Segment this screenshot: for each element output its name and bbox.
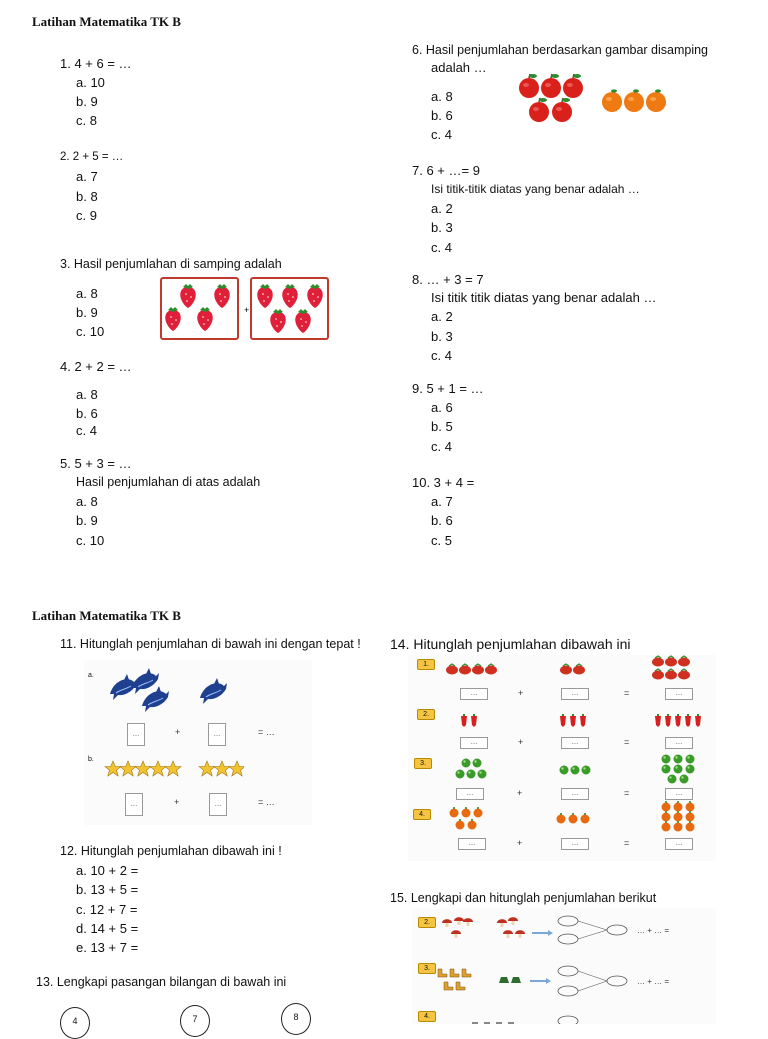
q5-option-a: a. 8	[76, 494, 98, 509]
q7-option-a: a. 2	[431, 201, 453, 216]
q15-row-4-label: 4.	[418, 1011, 436, 1022]
q6-option-a: a. 8	[431, 89, 453, 104]
q14-row-4-box-2[interactable]: …	[561, 838, 589, 850]
q11b-result: = …	[258, 797, 275, 807]
stars-image	[104, 758, 244, 780]
q14-row-2-plus: +	[518, 737, 524, 747]
q13-circle-2: 7	[180, 1005, 210, 1037]
q15-pictures	[412, 908, 716, 1024]
q14-row-1-box-3[interactable]: …	[665, 688, 693, 700]
q4-stem: 4. 2 + 2 = …	[60, 359, 132, 374]
q14-row-2-eq: =	[624, 737, 630, 747]
q9-option-c: c. 4	[431, 439, 452, 454]
q12-stem: 12. Hitunglah penjumlahan dibawah ini !	[60, 844, 282, 858]
q1-stem: 1. 4 + 6 = …	[60, 56, 132, 71]
q14-row-3-eq: =	[624, 788, 630, 798]
q14-row-1-eq: =	[624, 688, 630, 698]
page1-title: Latihan Matematika TK B	[32, 14, 181, 29]
q8-option-a: a. 2	[431, 309, 453, 324]
q11-stem: 11. Hitunglah penjumlahan di bawah ini dengan tepat !	[60, 637, 361, 651]
q3-option-c: c. 10	[76, 324, 105, 339]
q7-option-c: c. 4	[431, 240, 452, 255]
q1-option-c: c. 8	[76, 113, 97, 128]
q14-row-1-label: 1.	[417, 659, 435, 670]
q12-item-e: e. 13 + 7 =	[76, 940, 139, 955]
q9-option-a: a. 6	[431, 400, 453, 415]
q1-option-a: a. 10	[76, 75, 105, 90]
q14-row-3-box-2[interactable]: …	[561, 788, 589, 800]
q8-option-b: b. 3	[431, 329, 453, 344]
q11b-plus: +	[174, 797, 180, 807]
q14-row-1-box-1[interactable]: …	[460, 688, 488, 700]
q4-option-a: a. 8	[76, 387, 98, 402]
q14-row-2-box-1[interactable]: …	[460, 737, 488, 749]
q6-stem-cont: adalah …	[431, 60, 487, 75]
q4-option-b: b. 6	[76, 406, 98, 421]
q14-row-4-box-3[interactable]: …	[665, 838, 693, 850]
q6-option-b: b. 6	[431, 108, 453, 123]
q2-option-c: c. 9	[76, 208, 97, 223]
q9-option-b: b. 5	[431, 419, 453, 434]
page2-title: Latihan Matematika TK B	[32, 608, 181, 623]
q14-row-3-box-3[interactable]: …	[665, 788, 693, 800]
q11a-answer-box-2[interactable]: …	[208, 723, 226, 746]
q7-sub: Isi titik-titik diatas yang benar adalah …	[431, 182, 640, 196]
q9-stem: 9. 5 + 1 = …	[412, 381, 484, 396]
q10-stem: 10. 3 + 4 =	[412, 475, 475, 490]
q15-row-2-label: 2.	[418, 917, 436, 928]
q11-label-a: a.	[88, 672, 94, 679]
q14-row-3-box-1[interactable]: …	[456, 788, 484, 800]
q14-stem: 14. Hitunglah penjumlahan dibawah ini	[390, 636, 631, 652]
q12-item-a: a. 10 + 2 =	[76, 863, 139, 878]
q1-option-b: b. 9	[76, 94, 98, 109]
q12-item-c: c. 12 + 7 =	[76, 902, 138, 917]
q5-option-b: b. 9	[76, 513, 98, 528]
q15-row-2-tail: … + … =	[637, 926, 670, 935]
q13-stem: 13. Lengkapi pasangan bilangan di bawah ini	[36, 975, 287, 989]
q11a-plus: +	[175, 727, 181, 737]
q14-row-4-label: 4.	[413, 809, 431, 820]
q11b-answer-box-1[interactable]: …	[125, 793, 143, 816]
q14-row-1-box-2[interactable]: …	[561, 688, 589, 700]
q4-option-c: c. 4	[76, 423, 97, 438]
q12-item-d: d. 14 + 5 =	[76, 921, 139, 936]
q14-row-4-plus: +	[517, 838, 523, 848]
q14-row-2-box-3[interactable]: …	[665, 737, 693, 749]
q14-fruit-pictures	[408, 655, 716, 861]
q12-item-b: b. 13 + 5 =	[76, 882, 139, 897]
q2-stem: 2. 2 + 5 = …	[60, 151, 124, 163]
q15-stem: 15. Lengkapi dan hitunglah penjumlahan berikut	[390, 891, 657, 905]
q11a-result: = …	[258, 727, 275, 737]
q8-stem: 8. … + 3 = 7	[412, 272, 484, 287]
q14-row-4-eq: =	[624, 838, 630, 848]
dolphins-image	[104, 666, 229, 718]
q5-option-c: c. 10	[76, 533, 105, 548]
q8-sub: Isi titik titik diatas yang benar adalah …	[431, 290, 657, 305]
q10-option-b: b. 6	[431, 513, 453, 528]
svg-text:+: +	[244, 305, 250, 315]
q5-stem: 5. 5 + 3 = …	[60, 456, 132, 471]
q8-option-c: c. 4	[431, 348, 452, 363]
q11-label-b: b.	[88, 756, 94, 763]
q2-option-a: a. 7	[76, 169, 98, 184]
q13-circle-1: 4	[60, 1007, 90, 1039]
q14-row-2-label: 2.	[417, 709, 435, 720]
apples-oranges-image	[515, 70, 675, 130]
q2-option-b: b. 8	[76, 189, 98, 204]
q13-circle-3: 8	[281, 1003, 311, 1035]
q11a-answer-box-1[interactable]: …	[127, 723, 145, 746]
q3-option-b: b. 9	[76, 305, 98, 320]
q10-option-c: c. 5	[431, 533, 452, 548]
q14-row-2-box-2[interactable]: …	[561, 737, 589, 749]
q3-option-a: a. 8	[76, 286, 98, 301]
q11b-answer-box-2[interactable]: …	[209, 793, 227, 816]
q7-option-b: b. 3	[431, 220, 453, 235]
q6-stem: 6. Hasil penjumlahan berdasarkan gambar disamping	[412, 43, 709, 57]
q5-sub: Hasil penjumlahan di atas adalah	[76, 475, 261, 489]
q3-stem: 3. Hasil penjumlahan di samping adalah	[60, 257, 282, 271]
q15-row-3-label: 3.	[418, 963, 436, 974]
q14-row-3-plus: +	[517, 788, 523, 798]
q14-row-4-box-1[interactable]: …	[458, 838, 486, 850]
q6-option-c: c. 4	[431, 127, 452, 142]
strawberry-addition-image	[160, 277, 332, 341]
q14-row-3-label: 3.	[414, 758, 432, 769]
q7-stem: 7. 6 + …= 9	[412, 163, 480, 178]
q15-row-3-tail: … + … =	[637, 977, 670, 986]
q14-row-1-plus: +	[518, 688, 524, 698]
q10-option-a: a. 7	[431, 494, 453, 509]
